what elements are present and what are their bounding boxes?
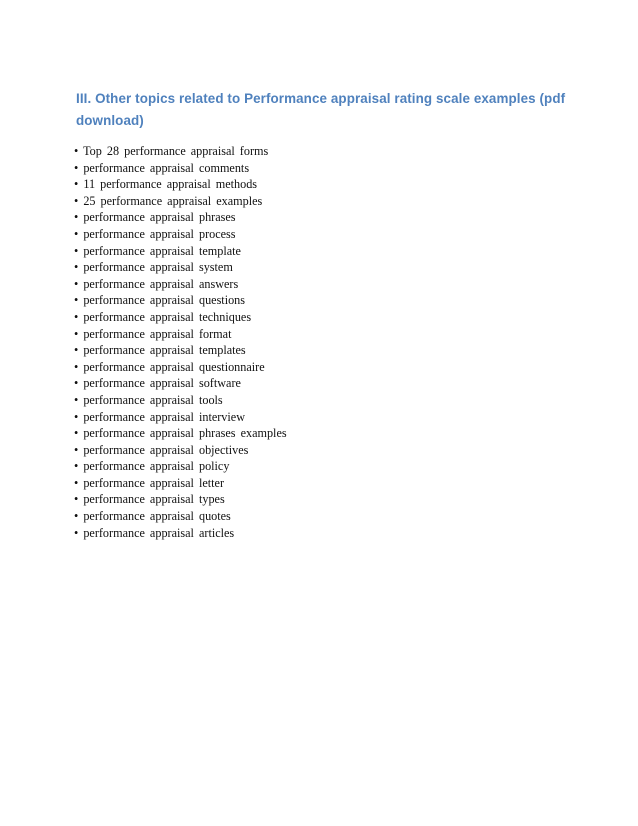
list-item: • performance appraisal comments [74,160,250,175]
list-item: • performance appraisal process [74,226,236,241]
list-item: • performance appraisal tools [74,392,223,407]
list-item: • performance appraisal phrases examples [74,426,287,441]
list-item: • performance appraisal answers [74,276,239,291]
list-item: • performance appraisal templates [74,343,246,358]
list-item: • performance appraisal questionnaire [74,359,265,374]
list-item: • performance appraisal types [74,492,225,507]
topic-list [74,143,287,541]
list-item: • performance appraisal techniques [74,309,252,324]
list-item: • performance appraisal articles [74,525,235,540]
list-item: • performance appraisal policy [74,459,230,474]
list-item: • performance appraisal phrases [74,210,236,225]
list-item: • 25 performance appraisal examples [74,193,263,208]
list-item: • 11 performance appraisal methods [74,177,258,192]
list-item: • performance appraisal interview [74,409,245,424]
list-item: • performance appraisal system [74,260,233,275]
list-item: • performance appraisal quotes [74,509,231,524]
list-item: • Top 28 performance appraisal forms [74,144,269,158]
list-item: • performance appraisal software [74,376,241,391]
list-item: • performance appraisal format [74,326,232,341]
section-heading: III. Other topics related to Performance appraisal rating scale examples (pdf download) [76,91,566,128]
list-item: • performance appraisal objectives [74,442,249,457]
list-item: • performance appraisal template [74,243,241,258]
list-item: • performance appraisal questions [74,293,246,308]
list-item: • performance appraisal letter [74,475,225,490]
